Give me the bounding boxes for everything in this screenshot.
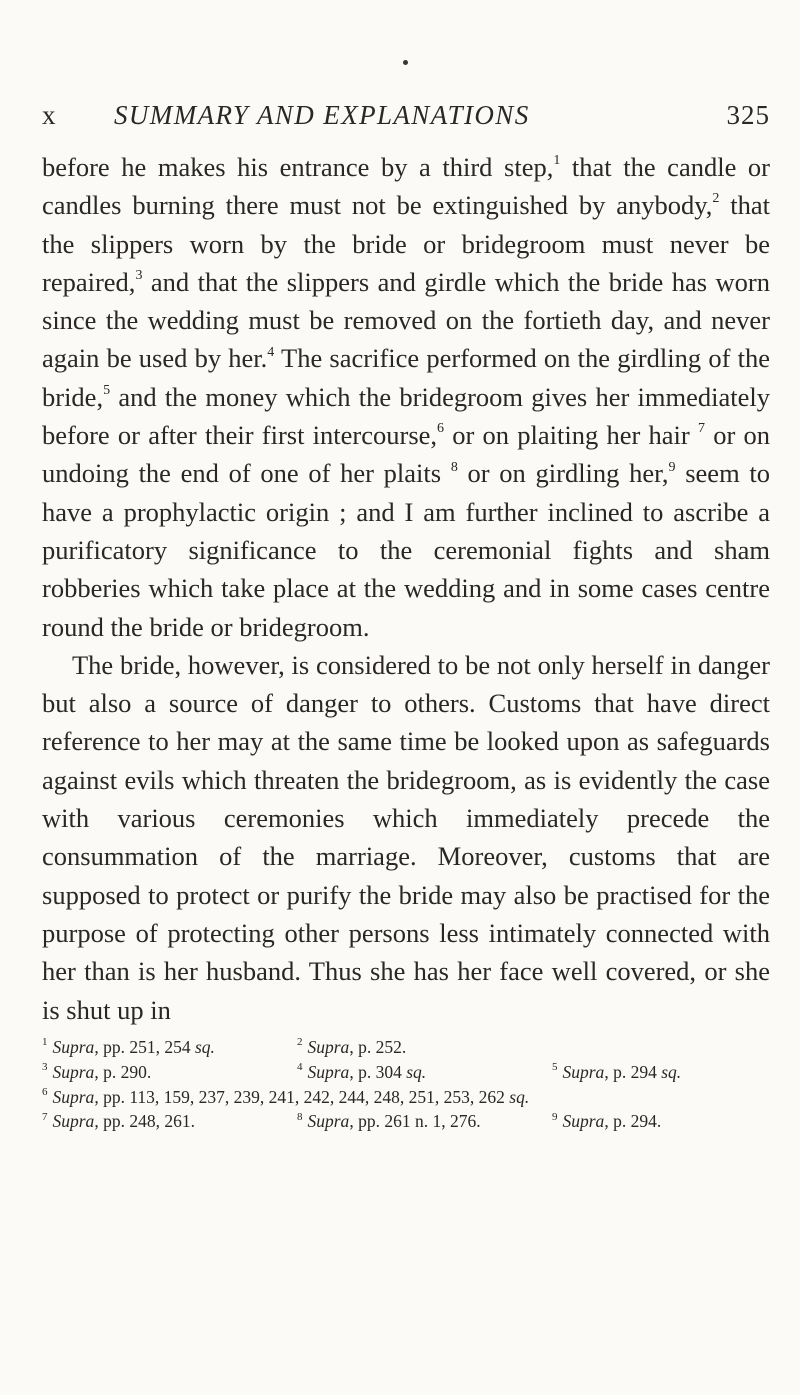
footnote-number: 5 xyxy=(552,1060,558,1073)
footnote-4 xyxy=(297,1060,426,1085)
footnote-number: 8 xyxy=(297,1110,303,1123)
footnote-marker: 5 xyxy=(103,382,111,398)
footnote-supra: Supra xyxy=(307,1061,350,1082)
footnote-number: 6 xyxy=(42,1085,48,1098)
footnote-reference: , p. 294 xyxy=(604,1061,662,1082)
footnote-supra: Supra xyxy=(52,1061,95,1082)
body-text-run: that the slippers worn by the bride or bridegroom must never be repaired, xyxy=(42,190,770,297)
footnote-marker: 1 xyxy=(553,153,561,169)
footnote-supra: Supra xyxy=(52,1037,95,1057)
footnote-sq: sq. xyxy=(194,1037,215,1057)
footnote-reference: , pp. 248, 261. xyxy=(94,1111,195,1132)
body-text-run: and that the slippers and girdle which the bride has worn since the wedding must be removed on the fortieth day, and never again be used by her. xyxy=(42,266,770,374)
ornament-dot xyxy=(403,60,408,65)
footnote-reference: , pp. 261 n. 1, 276. xyxy=(349,1111,481,1132)
footnote-reference: , pp. 251, 254 xyxy=(94,1037,195,1057)
footnote-supra: Supra xyxy=(52,1086,95,1107)
footnote-sq: sq. xyxy=(509,1086,530,1107)
footnote-7 xyxy=(42,1109,195,1134)
footnote-line xyxy=(42,1085,770,1110)
body-text-run: that the candle or candles burning there must not be extinguished by anybody, xyxy=(42,152,770,221)
running-title: SUMMARY AND EXPLANATIONS xyxy=(114,100,530,130)
footnote-2 xyxy=(297,1035,406,1060)
footnote-line xyxy=(42,1060,770,1085)
body-text-run: or on plaiting her hair xyxy=(444,420,698,451)
footnote-line xyxy=(42,1109,770,1134)
footnote-marker: 7 xyxy=(697,421,705,437)
running-head xyxy=(42,100,770,140)
footnote-reference: , p. 304 xyxy=(349,1061,407,1082)
footnote-marker: 8 xyxy=(450,459,458,475)
footnote-5 xyxy=(552,1060,681,1085)
footnote-1 xyxy=(42,1035,215,1060)
footnote-marker: 4 xyxy=(267,344,275,360)
footnote-supra: Supra xyxy=(562,1061,605,1082)
footnote-supra: Supra xyxy=(307,1037,350,1057)
footnote-reference: , p. 252. xyxy=(349,1037,407,1057)
footnote-number: 3 xyxy=(42,1060,48,1073)
footnote-reference: , p. 290. xyxy=(94,1061,152,1082)
footnote-marker: 6 xyxy=(437,421,445,437)
footnote-9 xyxy=(552,1109,661,1134)
footnote-supra: Supra xyxy=(307,1111,350,1132)
footnotes xyxy=(42,1035,770,1134)
footnote-marker: 2 xyxy=(712,191,720,207)
footnote-3 xyxy=(42,1060,151,1085)
body-text xyxy=(42,148,770,1029)
footnote-number: 9 xyxy=(552,1110,558,1123)
footnote-sq: sq. xyxy=(661,1061,682,1082)
paragraph-2: The bride, however, is considered to be not only herself in danger but also a source of danger to others. Customs that have direct reference to her may at the same time be looked upon as safeguards against evils which threaten the bridegroom, as is evidently the case with various ceremonies which immediately precede the consummation of the marriage. Moreover, customs that are supposed to protect or purify the bride may also be practised for the purpose of protecting other persons less intimately connected with her than is her husband. Thus she has her face well covered, or she is shut up in xyxy=(42,649,770,1025)
footnote-supra: Supra xyxy=(52,1111,95,1132)
footnote-marker: 9 xyxy=(668,459,676,475)
chapter-number: x xyxy=(42,100,57,130)
body-text-run: seem to have a prophylactic origin ; and I am further inclined to ascribe a purificatory significance to the ceremonial fights and sham robberies which take place at the wedding and in some cases centre round the bride or bridegroom. xyxy=(42,458,771,642)
footnote-sq: sq. xyxy=(406,1061,427,1082)
paragraph-1 xyxy=(42,148,770,646)
footnote-reference: , p. 294. xyxy=(604,1111,662,1132)
footnote-number: 4 xyxy=(297,1060,303,1073)
body-text-run: or on girdling her, xyxy=(457,458,669,489)
footnote-supra: Supra xyxy=(562,1111,605,1132)
body-text-run: before he makes his entrance by a third step, xyxy=(42,152,554,182)
page-number: 325 xyxy=(726,100,770,130)
body-text-run: The sacrifice performed on the girdling of the bride, xyxy=(42,343,770,412)
body-text-run: and the money which the bridegroom gives her immediately before or after their first intercourse, xyxy=(42,381,770,451)
footnote-reference: , pp. 113, 159, 237, 239, 241, 242, 244, 248, 251, 253, 262 xyxy=(94,1086,510,1107)
footnote-number: 1 xyxy=(42,1036,48,1049)
footnote-6 xyxy=(42,1085,529,1110)
footnote-number: 2 xyxy=(297,1036,303,1049)
footnote-line xyxy=(42,1035,770,1060)
footnote-8 xyxy=(297,1109,481,1134)
footnote-number: 7 xyxy=(42,1110,48,1123)
footnote-marker: 3 xyxy=(135,268,143,284)
body-text-run: or on undoing the end of one of her plaits xyxy=(42,420,770,489)
